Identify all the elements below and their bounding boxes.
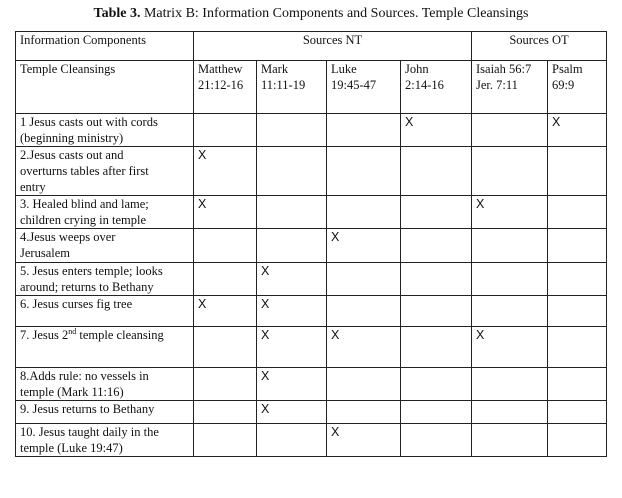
component-line: 2.Jesus casts out and [20,148,124,162]
empty-cell [401,229,472,263]
component-line: overturns tables after first [20,164,149,178]
table-row [16,327,607,368]
empty-cell [401,327,472,368]
source-mark-cell: X [257,263,327,296]
empty-cell [257,114,327,147]
empty-cell [401,147,472,196]
source-mark-cell: X [257,327,327,368]
table-row [16,114,607,147]
empty-cell [472,296,548,327]
source-reference: Jer. 7:11 [476,78,518,92]
empty-cell [194,263,257,296]
table-row [16,196,607,229]
component-cell [16,327,194,368]
empty-cell [548,296,607,327]
empty-cell [472,424,548,457]
component-line: temple (Luke 19:47) [20,441,123,455]
empty-cell [472,263,548,296]
source-name: Psalm [552,62,583,76]
source-header-cell [472,61,548,114]
empty-cell [401,424,472,457]
empty-cell [401,368,472,401]
header-sources-ot: Sources OT [472,32,607,61]
table-row [16,424,607,457]
table-row [16,368,607,401]
empty-cell [472,147,548,196]
empty-cell [401,196,472,229]
table-caption-text: Matrix B: Information Components and Sources. Temple Cleansings [140,6,529,21]
source-mark-cell: X [257,368,327,401]
component-cell [16,147,194,196]
table-row [16,296,607,327]
header-row-groups [16,32,607,61]
component-cell [16,229,194,263]
empty-cell [194,368,257,401]
empty-cell [472,401,548,424]
source-header-cell [257,61,327,114]
empty-cell [472,368,548,401]
empty-cell [327,401,401,424]
empty-cell [194,424,257,457]
source-mark-cell: X [327,424,401,457]
source-mark-cell: X [194,196,257,229]
source-header-cell [548,61,607,114]
empty-cell [257,196,327,229]
source-header-cell [194,61,257,114]
empty-cell [327,296,401,327]
matrix-table [15,31,607,457]
empty-cell [548,147,607,196]
empty-cell [194,401,257,424]
component-line: 7. Jesus 2nd temple cleansing [20,326,164,342]
component-cell [16,263,194,296]
component-cell [16,424,194,457]
header-temple-cleansings: Temple Cleansings [16,61,194,114]
empty-cell [327,368,401,401]
component-cell [16,401,194,424]
table-row [16,229,607,263]
source-reference: 21:12-16 [198,78,244,92]
source-header-cell [327,61,401,114]
component-cell [16,296,194,327]
header-row-sources [16,61,607,114]
source-mark-cell: X [194,147,257,196]
source-reference: 19:45-47 [331,78,377,92]
source-mark-cell: X [472,327,548,368]
source-mark-cell: X [257,296,327,327]
source-name: John [405,62,429,76]
component-line: 3. Healed blind and lame; [20,197,149,211]
empty-cell [548,263,607,296]
source-name: Isaiah 56:7 [476,62,532,76]
empty-cell [548,368,607,401]
source-reference: 2:14-16 [405,78,444,92]
source-reference: 11:11-19 [261,78,306,92]
component-line: 1 Jesus casts out with cords [20,115,158,129]
empty-cell [257,147,327,196]
empty-cell [327,114,401,147]
component-line: 9. Jesus returns to Bethany [20,402,155,416]
source-name: Mark [261,62,289,76]
source-mark-cell: X [327,229,401,263]
component-line: 4.Jesus weeps over [20,230,116,244]
component-line: 6. Jesus curses fig tree [20,297,133,311]
component-line: temple (Mark 11:16) [20,385,124,399]
source-mark-cell: X [548,114,607,147]
empty-cell [548,424,607,457]
source-mark-cell: X [472,196,548,229]
header-sources-nt: Sources NT [194,32,472,61]
table-row [16,263,607,296]
empty-cell [548,327,607,368]
empty-cell [327,263,401,296]
component-cell [16,196,194,229]
source-reference: 69:9 [552,78,575,92]
table-row [16,401,607,424]
empty-cell [257,424,327,457]
component-line: Jerusalem [20,246,70,260]
empty-cell [194,229,257,263]
header-information-components: Information Components [16,32,194,61]
component-line: entry [20,180,46,194]
component-line: around; returns to Bethany [20,280,154,294]
empty-cell [401,263,472,296]
source-header-cell [401,61,472,114]
source-mark-cell: X [401,114,472,147]
component-line: children crying in temple [20,213,147,227]
empty-cell [194,327,257,368]
empty-cell [548,229,607,263]
component-line: (beginning ministry) [20,131,124,145]
source-mark-cell: X [257,401,327,424]
component-line: 10. Jesus taught daily in the [20,425,159,439]
empty-cell [548,401,607,424]
empty-cell [327,196,401,229]
empty-cell [472,114,548,147]
table-caption [0,6,622,22]
source-name: Luke [331,62,357,76]
source-name: Matthew [198,62,243,76]
empty-cell [401,296,472,327]
empty-cell [194,114,257,147]
table-row [16,147,607,196]
source-mark-cell: X [327,327,401,368]
component-cell [16,368,194,401]
empty-cell [327,147,401,196]
component-cell [16,114,194,147]
empty-cell [472,229,548,263]
empty-cell [401,401,472,424]
component-line: 5. Jesus enters temple; looks [20,264,163,278]
empty-cell [257,229,327,263]
empty-cell [548,196,607,229]
source-mark-cell: X [194,296,257,327]
component-line: 8.Adds rule: no vessels in [20,369,149,383]
table-caption-label: Table 3. [93,6,141,21]
